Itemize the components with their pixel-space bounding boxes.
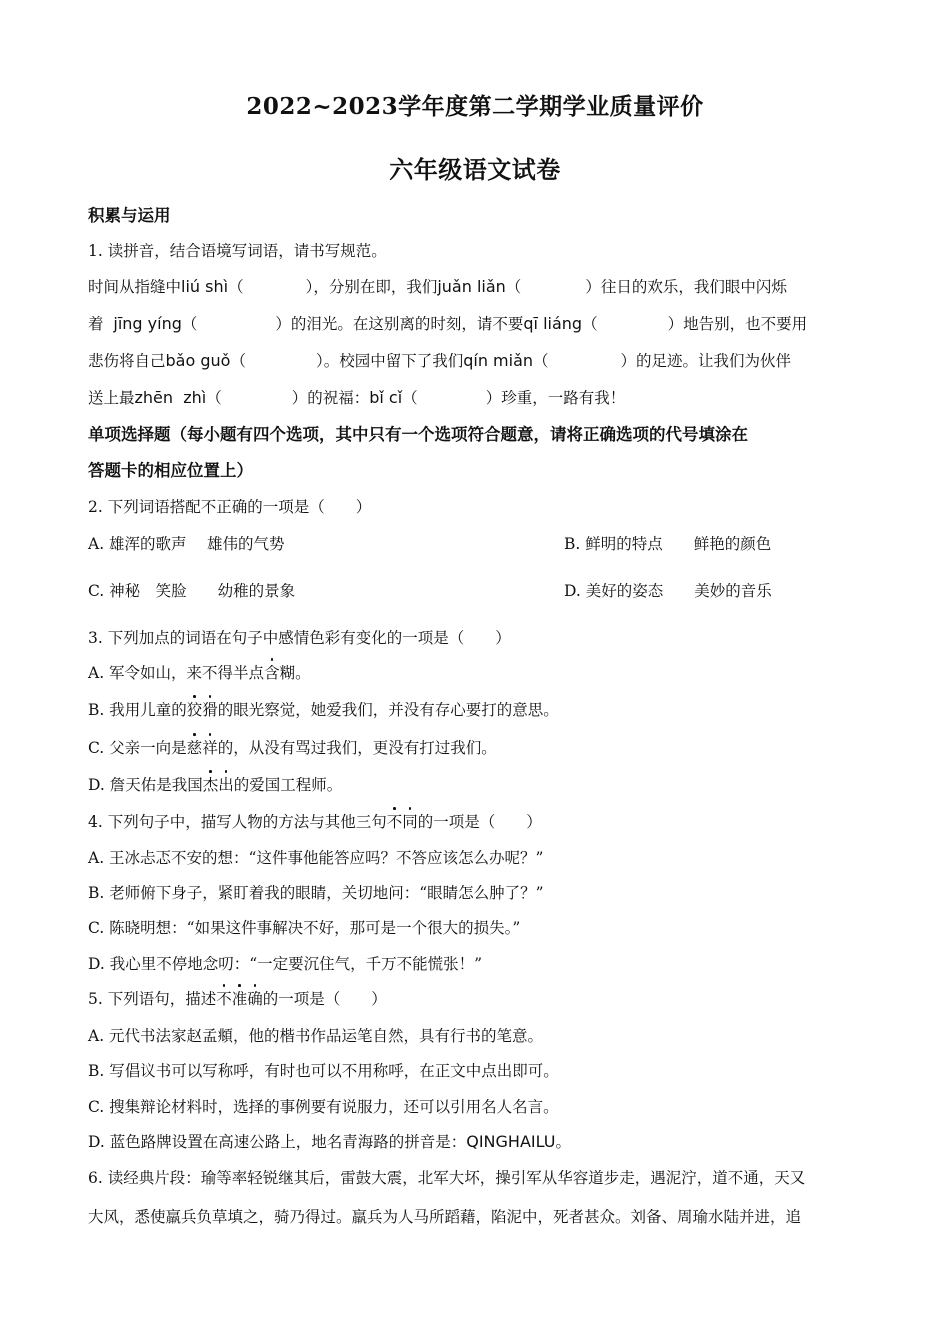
q1-text: ）的泪光。在这别离的时刻，请不要 — [275, 315, 524, 333]
q1-line-2: 着 jīng yíng（ ）的泪光。在这别离的时刻，请不要qī liáng（ ）地告别，也不要用 — [88, 314, 808, 333]
q2-option-a[interactable]: A. 雄浑的歌声 雄伟的气势 — [88, 535, 285, 553]
q1-text: ）地告别，也不要用 — [667, 315, 808, 333]
emphasis-dot-char: 杰 — [202, 776, 219, 794]
q3-option-text: D. 詹天佑是我国 — [88, 776, 203, 794]
q5-stem-text: 5. 下列语句，描述 — [88, 990, 217, 1008]
q1-text: ）珍重，一路有我！ — [485, 389, 626, 407]
q1-pinyin: bǐ cǐ — [369, 388, 403, 407]
q5-option-a[interactable]: A. 元代书法家赵孟頫，他的楷书作品运笔自然，具有行书的笔意。 — [88, 1027, 544, 1045]
q4-option-d[interactable]: D. 我心里不停地念叨：“一定要沉住气，千万不能慌张！” — [88, 955, 483, 973]
q5-option-d[interactable] — [88, 1131, 862, 1153]
q5-option-d-text: 。 — [555, 1133, 571, 1151]
q3-option-text: B. 我用儿童的 — [88, 701, 187, 719]
q1-pinyin: qín miǎn — [463, 351, 534, 370]
q4-option-c[interactable]: C. 陈晓明想：“如果这件事解决不好，那可是一个很大的损失。” — [88, 919, 521, 937]
q1-pinyin: bǎo guǒ — [165, 351, 231, 370]
q1-text: ）往日的欢乐，我们眼中闪烁 — [585, 278, 787, 296]
q3-option-text: 的眼光察觉，她爱我们，并没有存心要打的意思。 — [217, 701, 559, 719]
emphasis-dot-char: 猾 — [202, 701, 218, 719]
q3-stem: 3. 下列加点的词语在句子中感情色彩有变化的一项是（ ） — [88, 629, 511, 647]
q3-option-b[interactable] — [88, 699, 862, 721]
q4-option-a[interactable]: A. 王冰忐忑不安的想：“这件事他能答应吗？不答应该怎么办呢？” — [88, 849, 544, 867]
q4-stem-text: 的一项是（ ） — [417, 813, 542, 831]
q3-option-text: 糊 — [279, 664, 296, 682]
q2-stem: 2. 下列词语搭配不正确的一项是（ ） — [88, 498, 372, 516]
q1-line-1: 时间从指缝中liú shì（ ），分别在即，我们juǎn liǎn（ ）往日的欢乐，我们眼中闪烁 — [88, 277, 787, 296]
q1-text: 送上最 — [88, 389, 135, 407]
exam-subtitle: 六年级语文试卷 — [389, 155, 561, 184]
q4-stem-text: 4. 下列句子中，描写人物的方法与其他三句 — [88, 813, 387, 831]
q1-pinyin: liú shì — [181, 277, 229, 296]
q1-pinyin: qī liáng — [523, 314, 583, 333]
emphasis-dot-char: 祥 — [202, 739, 218, 757]
section-heading-single-choice-cont: 答题卡的相应位置上） — [88, 461, 253, 480]
q1-text: 时间从指缝中 — [88, 278, 182, 296]
q3-option-text: 。 — [295, 664, 311, 682]
q6-passage-line-1: 6. 读经典片段：瑜等率轻锐继其后，雷鼓大震，北军大坏，操引军从华容道步走，遇泥泞，道不通，天又 — [88, 1169, 806, 1187]
q3-option-a[interactable] — [88, 662, 862, 684]
q2-option-b[interactable]: B. 鲜明的特点 鲜艳的颜色 — [564, 535, 772, 553]
q1-line-3: 悲伤将自己bǎo guǒ（ ）。校园中留下了我们qín miǎn（ ）的足迹。让我们为伙伴 — [88, 351, 792, 370]
q3-option-text: A. 军令如山，来不得半点 — [88, 664, 265, 682]
section-heading-single-choice: 单项选择题（每小题有四个选项，其中只有一个选项符合题意，请将正确选项的代号填涂在 — [88, 425, 748, 444]
section-heading-accumulation: 积累与运用 — [88, 206, 171, 225]
q4-option-b[interactable]: B. 老师俯下身子，紧盯着我的眼睛，关切地问：“眼睛怎么肿了？” — [88, 884, 544, 902]
q1-line-4: 送上最zhēn zhì（ ）的祝福：bǐ cǐ（ ）珍重，一路有我！ — [88, 388, 626, 407]
q3-option-c[interactable] — [88, 737, 862, 759]
emphasis-dot-char: 慈 — [186, 739, 203, 757]
q1-text: ）。校园中留下了我们 — [315, 352, 464, 370]
emphasis-dot-char: 不 — [216, 990, 232, 1008]
q1-text: 着 — [88, 315, 104, 333]
q3-option-text: 的，从没有骂过我们，更没有打过我们。 — [217, 739, 497, 757]
emphasis-dot-char: 确 — [247, 990, 263, 1008]
q3-option-text: 的爱国工程师。 — [233, 776, 343, 794]
q1-text: 悲伤将自己 — [88, 352, 166, 370]
q5-option-d-text: D. 蓝色路牌设置在高速公路上，地名青海路的拼音是： — [88, 1133, 467, 1151]
exam-title: 2022~2023学年度第二学期学业质量评价 — [246, 93, 704, 120]
emphasis-dot-char: 同 — [402, 813, 418, 831]
q1-pinyin: zhēn zhì — [134, 388, 207, 407]
q5-option-b[interactable]: B. 写倡议书可以写称呼，有时也可以不用称呼，在正文中点出即可。 — [88, 1062, 559, 1080]
q5-option-d-pinyin: QINGHAILU — [466, 1132, 556, 1151]
emphasis-dot-char: 含 — [264, 664, 280, 682]
q2-options-row-1 — [88, 533, 862, 555]
q2-option-c[interactable]: C. 神秘 笑脸 幼稚的景象 — [88, 582, 296, 600]
emphasis-dot-char: 出 — [218, 776, 234, 794]
q4-stem — [88, 811, 862, 833]
q5-option-c[interactable]: C. 搜集辩论材料时，选择的事例要有说服力，还可以引用名人名言。 — [88, 1098, 559, 1116]
q2-options-row-2 — [88, 580, 862, 602]
q1-pinyin: juǎn liǎn — [437, 277, 506, 296]
emphasis-dot-char: 准 — [231, 990, 248, 1008]
q1-stem: 1. 读拼音，结合语境写词语，请书写规范。 — [88, 242, 387, 260]
emphasis-dot-char: 狡 — [186, 701, 203, 719]
q3-option-d[interactable] — [88, 774, 862, 796]
q2-option-d[interactable]: D. 美好的姿态 美妙的音乐 — [564, 582, 772, 600]
q1-pinyin: jīng yíng — [113, 314, 182, 333]
q5-stem — [88, 988, 862, 1010]
q1-text: ），分别在即，我们 — [305, 278, 438, 296]
q1-text: ）的足迹。让我们为伙伴 — [620, 352, 792, 370]
q6-passage-line-2: 大风，悉使羸兵负草填之，骑乃得过。羸兵为人马所蹈藉，陷泥中，死者甚众。刘备、周瑜水陆并进，追 — [88, 1208, 802, 1226]
q1-text: ）的祝福： — [291, 389, 370, 407]
emphasis-dot-char: 不 — [386, 813, 403, 831]
q5-stem-text: 的一项是（ ） — [262, 990, 387, 1008]
q3-option-text: C. 父亲一向是 — [88, 739, 187, 757]
